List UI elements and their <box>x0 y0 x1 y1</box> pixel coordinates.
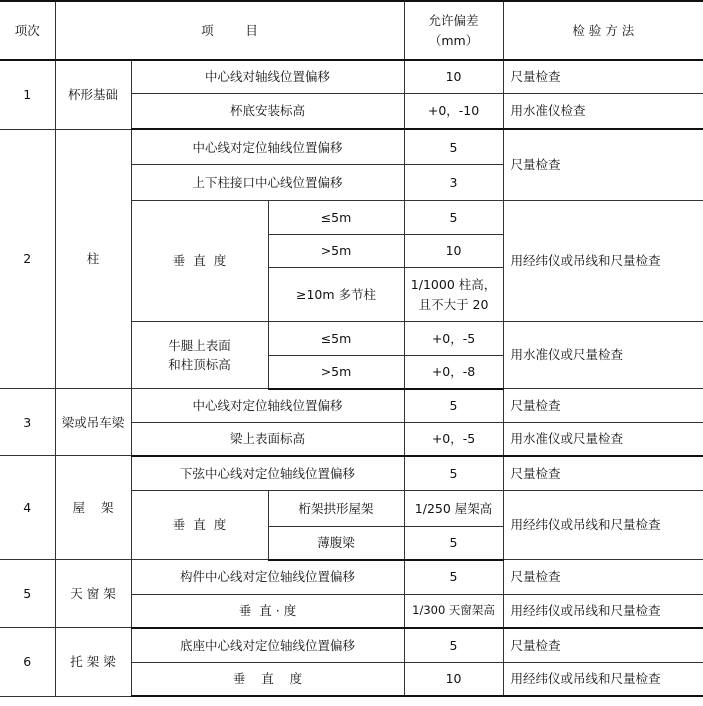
row1-b-tol: +0，-10 <box>404 94 503 130</box>
row6-a-method: 尺量检查 <box>503 628 703 663</box>
header-tolerance-line2: （mm） <box>428 32 479 48</box>
row1-a-tol: 10 <box>404 60 503 94</box>
row4-v1-cond: 桁架拱形屋架 <box>268 490 404 526</box>
row2-v2-tol: 10 <box>404 234 503 268</box>
row3-no: 3 <box>0 389 55 456</box>
row4-vert-method: 用经纬仪或吊线和尺量检查 <box>503 490 703 559</box>
header-tolerance <box>404 1 503 60</box>
header-item: 项 目 <box>55 1 404 60</box>
row6-a-tol: 5 <box>404 628 503 663</box>
row2-elev-label-line2: 和柱顶标高 <box>168 357 231 373</box>
row2-a-tol: 5 <box>404 129 503 165</box>
row2-v3-tol-line1: 1/1000 柱高， <box>410 277 497 293</box>
table-row <box>0 456 703 491</box>
row2-vert-label: 垂 直 度 <box>131 200 268 321</box>
header-row <box>0 1 703 60</box>
row4-a-tol: 5 <box>404 456 503 491</box>
row1-a-method: 尺量检查 <box>503 60 703 94</box>
row2-elev-method: 用水准仪或尺量检查 <box>503 322 703 389</box>
row5-b-item: 垂 直 · 度 <box>131 594 404 628</box>
row3-a-item: 中心线对定位轴线位置偏移 <box>131 389 404 423</box>
row4-a-method: 尺量检查 <box>503 456 703 491</box>
row4-no: 4 <box>0 456 55 560</box>
row3-name: 梁或吊车梁 <box>55 389 131 456</box>
row5-a-method: 尺量检查 <box>503 560 703 595</box>
row1-a-item: 中心线对轴线位置偏移 <box>131 60 404 94</box>
row2-e2-cond: >5m <box>268 355 404 389</box>
row2-a-item: 中心线对定位轴线位置偏移 <box>131 129 404 165</box>
row4-a-item: 下弦中心线对定位轴线位置偏移 <box>131 456 404 491</box>
row3-b-tol: +0，-5 <box>404 422 503 456</box>
row2-b-item: 上下柱接口中心线位置偏移 <box>131 165 404 201</box>
row5-b-method: 用经纬仪或吊线和尺量检查 <box>503 594 703 628</box>
row2-ab-method: 尺量检查 <box>503 129 703 200</box>
row2-elev-label-line1: 牛腿上表面 <box>168 337 231 353</box>
row1-no: 1 <box>0 60 55 129</box>
row4-name: 屋 架 <box>55 456 131 560</box>
row1-b-method: 用水准仪检查 <box>503 94 703 130</box>
table-row <box>0 60 703 94</box>
row3-b-method: 用水准仪或尺量检查 <box>503 422 703 456</box>
row2-v3-tol <box>404 268 503 322</box>
row2-e1-cond: ≤5m <box>268 322 404 356</box>
row2-v2-cond: >5m <box>268 234 404 268</box>
row2-v1-cond: ≤5m <box>268 200 404 234</box>
table-row <box>0 628 703 663</box>
row2-v3-cond: ≥10m 多节柱 <box>268 268 404 322</box>
row2-elev-label <box>131 322 268 389</box>
header-tolerance-line1: 允许偏差 <box>428 13 479 29</box>
row2-v3-tol-line2: 且不大于 20 <box>418 296 489 312</box>
row4-vert-label: 垂 直 度 <box>131 490 268 559</box>
row2-name: 柱 <box>55 129 131 388</box>
row3-a-method: 尺量检查 <box>503 389 703 423</box>
row2-vert-method: 用经纬仪或吊线和尺量检查 <box>503 200 703 321</box>
row2-b-tol: 3 <box>404 165 503 201</box>
row5-no: 5 <box>0 560 55 628</box>
row4-v1-tol: 1/250 屋架高 <box>404 490 503 526</box>
row4-v2-cond: 薄腹梁 <box>268 526 404 560</box>
row1-name: 杯形基础 <box>55 60 131 129</box>
row2-v1-tol: 5 <box>404 200 503 234</box>
row3-b-item: 梁上表面标高 <box>131 422 404 456</box>
row6-a-item: 底座中心线对定位轴线位置偏移 <box>131 628 404 663</box>
row4-v2-tol: 5 <box>404 526 503 560</box>
row5-name: 天 窗 架 <box>55 560 131 628</box>
row1-b-item: 杯底安装标高 <box>131 94 404 130</box>
table-row <box>0 560 703 595</box>
table-row <box>0 129 703 165</box>
row5-b-tol: 1/300 天窗架高 <box>404 594 503 628</box>
header-no: 项次 <box>0 1 55 60</box>
row5-a-item: 构件中心线对定位轴线位置偏移 <box>131 560 404 595</box>
row2-e1-tol: +0，-5 <box>404 322 503 356</box>
row2-no: 2 <box>0 129 55 388</box>
row2-e2-tol: +0，-8 <box>404 355 503 389</box>
row6-no: 6 <box>0 628 55 696</box>
row3-a-tol: 5 <box>404 389 503 423</box>
row5-a-tol: 5 <box>404 560 503 595</box>
row6-name: 托 架 梁 <box>55 628 131 696</box>
row6-b-tol: 10 <box>404 662 503 696</box>
header-method: 检 验 方 法 <box>503 1 703 60</box>
row6-b-method: 用经纬仪或吊线和尺量检查 <box>503 662 703 696</box>
row6-b-item: 垂 直 度 <box>131 662 404 696</box>
table-row <box>0 389 703 423</box>
